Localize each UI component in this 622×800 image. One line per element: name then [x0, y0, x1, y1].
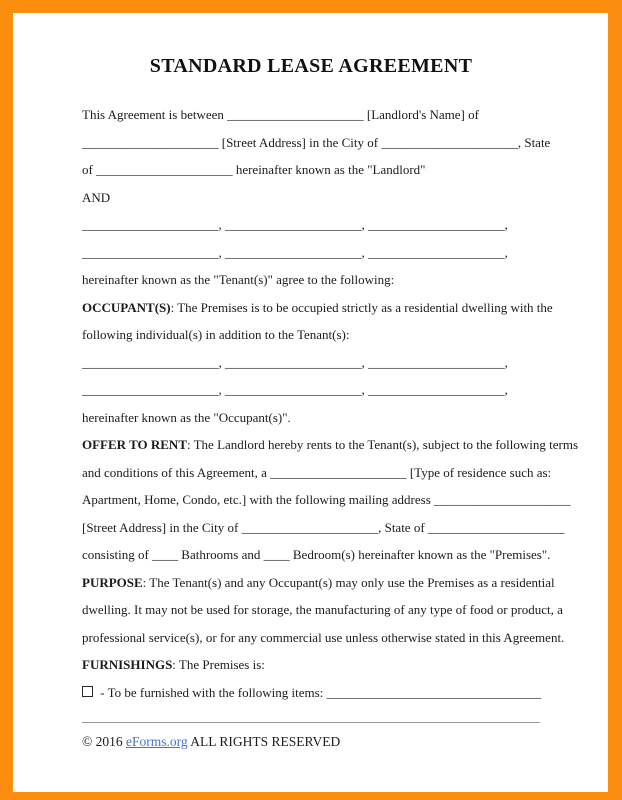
section-label: PURPOSE [82, 574, 143, 590]
form-line [82, 156, 540, 184]
footer-copyright [82, 733, 540, 751]
furnishings-option-line [82, 679, 540, 707]
line-text: _____________________, _____________________, _____________________, [82, 217, 508, 232]
form-line [82, 101, 540, 129]
form-line [82, 404, 540, 432]
footer-divider [82, 722, 540, 723]
line-text: Apartment, Home, Condo, etc.] with the following mailing address _____________________ [82, 492, 571, 507]
copyright-suffix: ALL RIGHTS RESERVED [187, 734, 341, 749]
line-text: dwelling. It may not be used for storage, the manufacturing of any type of food or product, a [82, 602, 563, 617]
furnished-checkbox[interactable] [82, 686, 93, 697]
form-line [82, 266, 540, 294]
copyright-prefix: © 2016 [82, 734, 127, 749]
line-text: professional service(s), or for any commercial use unless otherwise stated in this Agreement. [82, 629, 565, 645]
eforms-link[interactable]: eForms.org [126, 734, 188, 749]
form-line [82, 596, 563, 624]
section-label: OCCUPANT(S) [82, 299, 171, 315]
line-text: and conditions of this Agreement, a _____________________ [Type of residence such as: [82, 464, 552, 480]
furnishings-items-blank[interactable]: _________________________________ [326, 684, 542, 700]
form-line [82, 651, 540, 679]
document-page [13, 13, 608, 792]
line-text: hereinafter known as the "Tenant(s)" agree to the following: [82, 272, 395, 287]
line-text: consisting of ____ Bathrooms and ____ Bedroom(s) hereinafter known as the "Premises". [82, 547, 551, 562]
line-text: AND [82, 189, 111, 205]
form-line [82, 129, 551, 157]
form-line [82, 486, 571, 514]
line-text: : The Landlord hereby rents to the Tenant(s), subject to the following terms [186, 437, 579, 452]
line-text: _____________________, _____________________, _____________________, [82, 354, 508, 370]
form-line [82, 294, 553, 322]
line-text: hereinafter known as the "Occupant(s)". [82, 409, 291, 425]
line-text: following individual(s) in addition to the Tenant(s): [82, 327, 350, 342]
line-text: This Agreement is between _____________________ [Landlord's Name] of [82, 107, 479, 122]
form-line [82, 376, 540, 404]
line-text: _____________________ [Street Address] in the City of _____________________, State [82, 134, 551, 150]
form-line [82, 624, 565, 652]
form-line [82, 321, 540, 349]
form-line [82, 569, 555, 597]
form-line [82, 184, 540, 212]
line-text: : The Tenant(s) and any Occupant(s) may only use the Premises as a residential [142, 574, 555, 590]
form-line [82, 349, 540, 377]
line-text: of _____________________ hereinafter known as the "Landlord" [82, 162, 426, 177]
line-text: _____________________, _____________________, _____________________, [82, 382, 508, 397]
document-body [82, 101, 579, 679]
line-text: : The Premises is: [172, 657, 265, 672]
form-line [82, 431, 579, 459]
section-label: OFFER TO RENT [82, 437, 187, 452]
form-line [82, 541, 551, 569]
form-line [82, 239, 540, 267]
line-text: : The Premises is to be occupied strictly as a residential dwelling with the [170, 299, 553, 315]
line-text: _____________________, _____________________, _____________________, [82, 244, 508, 260]
form-line [82, 211, 540, 239]
furnishings-option-label: - To be furnished with the following items: [97, 684, 327, 700]
form-line [82, 514, 565, 542]
line-text: [Street Address] in the City of _____________________, State of _____________________ [82, 519, 565, 535]
page-title: STANDARD LEASE AGREEMENT [149, 55, 473, 77]
form-line [82, 459, 552, 487]
section-label: FURNISHINGS [82, 657, 173, 672]
